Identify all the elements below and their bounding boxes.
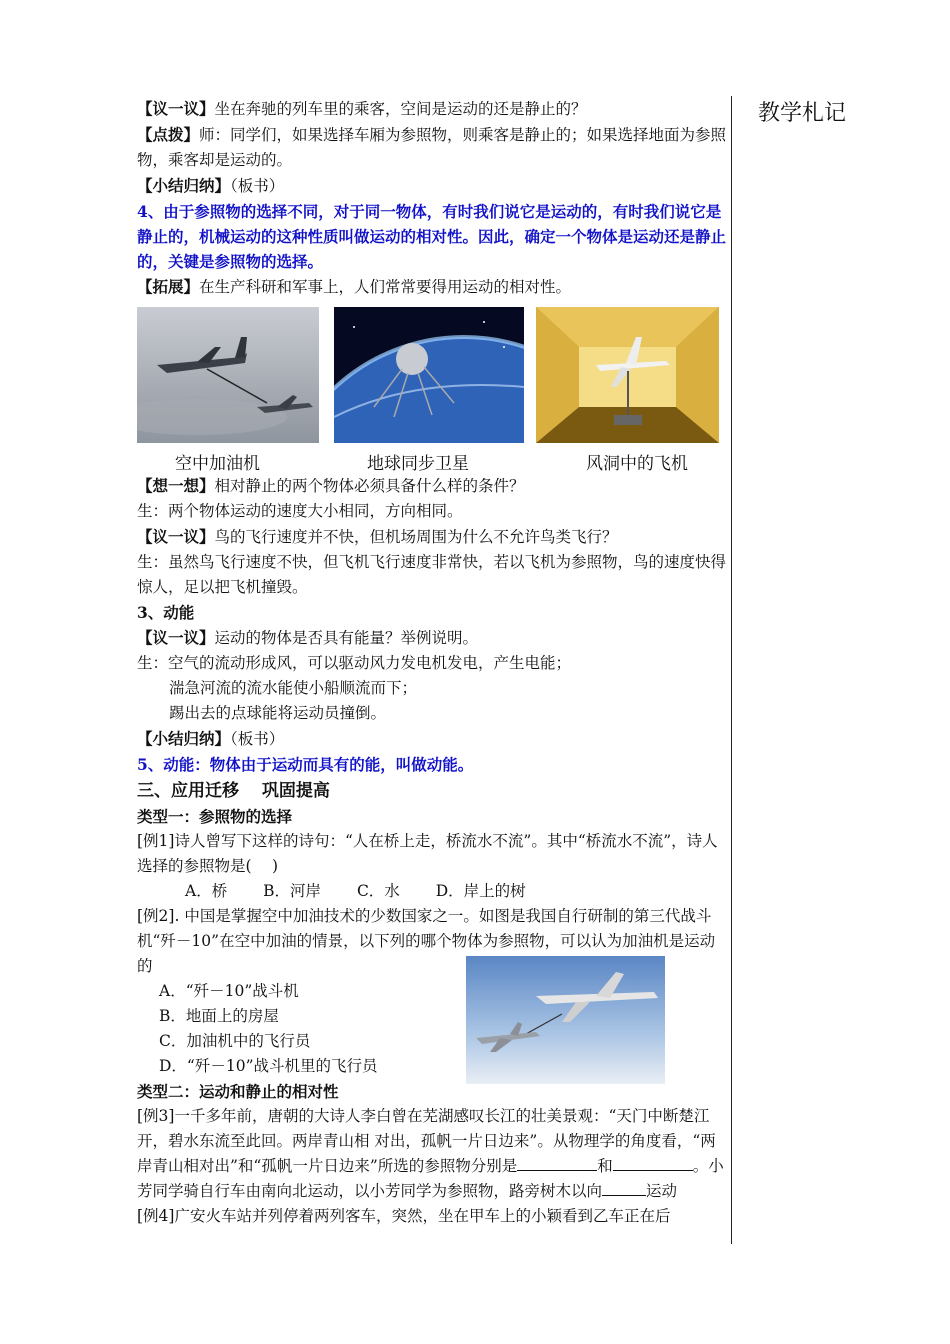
satellite-image: [334, 307, 524, 443]
type-2-heading: 类型二：运动和静止的相对性: [137, 1082, 339, 1101]
answer-3c: 踢出去的点球能将运动员撞倒。: [169, 704, 387, 722]
discussion-3: 【议一议】运动的物体是否具有能量？举例说明。: [137, 628, 479, 647]
caption-wind-tunnel: 风洞中的飞机: [586, 454, 688, 474]
margin-divider: [731, 96, 732, 1244]
example-4: [例4]广安火车站并列停着两列客车，突然，坐在甲车上的小颖看到乙车正在后: [137, 1207, 671, 1225]
example-2-option-d: D．“歼－10”战斗机里的飞行员: [159, 1057, 378, 1075]
blank-1: [517, 1154, 597, 1171]
wind-tunnel-image: [536, 307, 719, 443]
summary-2: 【小结归纳】（板书）: [137, 729, 285, 748]
example-3: [例3]一千多年前，唐朝的大诗人李白曾在芜湖感叹长江的壮美景观：“天门中断楚江开，碧水东流至此回。两岸青山相 对出，孤帆一片日边来”。从物理学的角度看，“两岸青山相对出”和“孤帆一片日边来”所选的参照物分别是 和 。小芳同学骑自行车由南向北运动，以小芳同学为参照物，路旁树木以向 运动: [137, 1107, 724, 1200]
answer-1: 生：两个物体运动的速度大小相同，方向相同。: [137, 502, 463, 520]
type-1-heading: 类型一：参照物的选择: [137, 807, 293, 826]
example-2: [例2]. 中国是掌握空中加油技术的少数国家之一。如图是我国自行研制的第三代战斗机“歼－10”在空中加油的情景，以下列的哪个物体为参照物，可以认为加油机是运动的: [137, 907, 716, 975]
section-heading: 三、应用迁移 巩固提高: [137, 781, 330, 801]
lesson-content: [137, 96, 727, 300]
definition-5: 5、动能：物体由于运动而具有的能，叫做动能。: [137, 755, 474, 774]
figure-captions: [137, 449, 727, 473]
answer-3a: 生：空气的流动形成风，可以驱动风力发电机发电，产生电能；: [137, 654, 572, 672]
extension: 【拓展】在生产科研和军事上，人们常常要得用运动的相对性。: [137, 277, 572, 296]
think-1: 【想一想】相对静止的两个物体必须具备什么样的条件？: [137, 476, 525, 495]
conclusion-4: 4、由于参照物的选择不同，对于同一物体，有时我们说它是运动的，有时我们说它是静止的，机械运动的这种性质叫做运动的相对性。因此，确定一个物体是运动还是静止的，关键是参照物的选择。: [137, 202, 727, 271]
hint: 【点拨】师：同学们，如果选择车厢为参照物，则乘客是静止的；如果选择地面为参照物，乘客却是运动的。: [137, 125, 727, 169]
example-2-option-a: A．“歼－10”战斗机: [159, 982, 299, 1000]
section-kinetic-energy: 3、动能: [137, 603, 195, 622]
blank-2: [613, 1154, 693, 1171]
aerial-refueling-image: [137, 307, 319, 443]
example-1-options: A．桥 B．河岸 C．水 D．岸上的树: [185, 882, 526, 900]
example-2-option-b: B．地面上的房屋: [159, 1007, 279, 1025]
summary-1: 【小结归纳】（板书）: [137, 176, 285, 195]
example-1: [例1]诗人曾写下这样的诗句：“人在桥上走，桥流水不流”。其中“桥流水不流”，诗人选择的参照物是( ): [137, 832, 718, 875]
caption-aerial-refueling: 空中加油机: [175, 454, 260, 474]
j10-refueling-image: [466, 956, 665, 1084]
blank-3: [602, 1179, 646, 1196]
caption-satellite: 地球同步卫星: [367, 454, 469, 474]
discussion-2: 【议一议】鸟的飞行速度并不快，但机场周围为什么不允许鸟类飞行？: [137, 527, 618, 546]
teaching-notes-title: 教学札记: [758, 101, 847, 126]
answer-3b: 湍急河流的流水能使小船顺流而下；: [169, 679, 418, 697]
discussion-1: 【议一议】坐在奔驰的列车里的乘客，空间是运动的还是静止的？: [137, 99, 587, 118]
example-2-option-c: C．加油机中的飞行员: [159, 1032, 311, 1050]
figure-row: [137, 307, 727, 447]
lesson-content-2: [137, 473, 727, 1229]
answer-2: 生：虽然鸟飞行速度不快，但飞机飞行速度非常快，若以飞机为参照物，鸟的速度快得惊人，足以把飞机撞毁。: [137, 553, 727, 596]
